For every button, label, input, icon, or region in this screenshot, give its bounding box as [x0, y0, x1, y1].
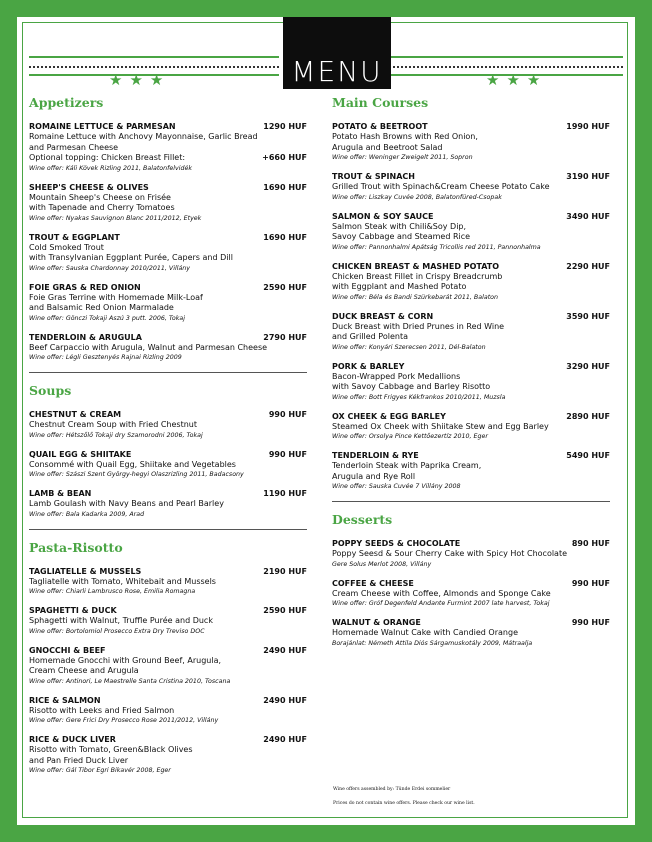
star-icons: ★★★ [486, 71, 548, 89]
item-header [332, 618, 610, 628]
menu-item [29, 735, 307, 776]
wine-offer: Wine offer: Hétszőlő Tokaji dry Szamorodni 2006, Tokaj [29, 431, 203, 439]
section-title: Appetizers [29, 95, 104, 110]
dish-name: TAGLIATELLE & MUSSELS [29, 566, 142, 576]
wine-offer: Wine offer: Gróf Degenfeld Andante Furmint 2007 late harvest, Tokaj [332, 600, 550, 607]
section-title: Main Courses [332, 95, 429, 110]
dish-name: TENDERLOIN & RYE [332, 451, 419, 460]
section-title: Soups [29, 383, 72, 398]
wine-offer: Wine offer: Konyári Szerecsen 2011, Dél-Balaton [332, 343, 486, 351]
dish-description: with Eggplant and Mashed Potato [332, 282, 467, 291]
dish-price: 1690 HUF [263, 232, 307, 242]
dish-name: RICE & DUCK LIVER [29, 735, 116, 744]
menu-item [332, 539, 610, 570]
item-header [332, 172, 610, 182]
dish-name: SALMON & SOY SAUCE [332, 211, 434, 221]
dish-price: 990 HUF [571, 578, 610, 588]
dish-name: RICE & SALMON [29, 695, 101, 705]
item-header [332, 412, 610, 422]
dish-description: Sphagetti with Walnut, Truffle Purée and Duck [29, 616, 213, 625]
dish-price: 2790 HUF [263, 332, 307, 342]
dish-description: and Balsamic Red Onion Marmalade [29, 303, 174, 312]
dish-name: PORK & BARLEY [332, 361, 405, 371]
menu-item [29, 122, 307, 174]
wine-offer: Wine offer: Sauska Chardonnay 2010/2011, Villány [29, 264, 191, 272]
item-header [332, 539, 610, 549]
header-ornament-left [29, 56, 279, 89]
dish-name: COFFEE & CHEESE [332, 578, 414, 588]
dish-price: 1190 HUF [263, 489, 307, 498]
dish-name: SHEEP'S CHEESE & OLIVES [29, 182, 149, 192]
dish-description: Savoy Cabbage and Steamed Rice [332, 232, 471, 241]
dish-description: Salmon Steak with Chili&Soy Dip, [332, 221, 467, 231]
wine-offer: Gere Solus Merlot 2008, Villány [332, 560, 432, 568]
wine-offer: Wine offer: Liszkay Cuvée 2008, Balatonfüred-Csopak [332, 193, 502, 201]
dish-description: Cold Smoked Trout [29, 242, 104, 252]
dish-description: Chestnut Cream Soup with Fried Chestnut [29, 420, 197, 429]
wine-offer: Wine offer: Orsolya Pince Kettőezertíz 2010, Eger [332, 433, 488, 440]
dish-description: Homemade Gnocchi with Ground Beef, Arugula, [29, 655, 222, 665]
menu-item [29, 696, 307, 727]
menu-item [332, 262, 610, 303]
dish-description: Steamed Ox Cheek with Shiitake Stew and Egg Barley [332, 421, 549, 431]
dish-name: FOIE GRAS & RED ONION [29, 282, 141, 292]
wine-offer: Wine offer: Légli Gesztenyés Rajnai Rizling 2009 [29, 354, 182, 361]
dish-price: 3290 HUF [566, 361, 610, 371]
section-title: Pasta-Risotto [29, 539, 123, 555]
wine-offer: Wine offer: Bala Kadarka 2009, Arad [29, 510, 145, 518]
menu-item [29, 283, 307, 324]
dish-name: WALNUT & ORANGE [332, 618, 421, 627]
dish-description: with Savoy Cabbage and Barley Risotto [332, 382, 491, 391]
item-header [332, 362, 610, 372]
dish-description: and Parmesan Cheese [29, 142, 119, 152]
menu-sheet [17, 17, 635, 825]
item-header [332, 212, 610, 222]
dish-description: Poppy Seesd & Sour Cherry Cake with Spicy Hot Chocolate [332, 549, 568, 558]
dish-name: DUCK BREAST & CORN [332, 311, 434, 321]
dish-name: TROUT & SPINACH [332, 172, 415, 181]
wine-offer: Wine offer: Chiarli Lambrusco Rose, Emilia Romagna [29, 588, 196, 595]
item-header [29, 646, 307, 656]
wine-offer: Borajánlat: Németh Attila Diós Sárgamuskotály 2009, Mátraalja [332, 639, 533, 647]
item-header [29, 450, 307, 460]
wine-offer: Wine offer: Bott Frigyes Kékfrankos 2010/2011, Muzsla [332, 393, 506, 401]
section-divider [332, 501, 610, 502]
footer-price-note: Prices do not contain wine offers. Please check our wine list. [333, 801, 475, 806]
dish-description: Foie Gras Terrine with Homemade Milk-Loaf [29, 292, 203, 302]
item-header [29, 183, 307, 193]
menu-item [29, 183, 307, 224]
header-ornament-right [373, 56, 623, 89]
wine-offer: Wine offer: Szászi Szent György-hegyi Olaszrizling 2011, Badacsony [29, 471, 244, 478]
dish-description: Mountain Sheep's Cheese on Frisée [29, 192, 171, 202]
menu-item [29, 567, 307, 598]
dish-price: 2190 HUF [263, 566, 307, 576]
dish-description: Cream Cheese and Arugula [29, 666, 139, 675]
dish-description: Tenderloin Steak with Paprika Cream, [332, 461, 482, 470]
item-header [332, 262, 610, 272]
menu-item [29, 646, 307, 687]
wine-offer: Wine offer: Bortolomiol Prosecco Extra Dry Treviso DOC [29, 627, 205, 635]
dish-price: 5490 HUF [566, 451, 610, 460]
item-header [29, 283, 307, 293]
menu-title: MENU [291, 55, 383, 88]
menu-item [29, 489, 307, 520]
dish-price: 2490 HUF [263, 735, 307, 744]
dish-name: GNOCCHI & BEEF [29, 645, 106, 655]
item-header [332, 122, 610, 132]
dish-description: Grilled Trout with Spinach&Cream Cheese Potato Cake [332, 182, 550, 191]
right-column [332, 95, 610, 658]
dish-description: Risotto with Tomato, Green&Black Olives [29, 745, 193, 754]
dish-price: 2890 HUF [566, 411, 610, 421]
dish-description: with Tapenade and Cherry Tomatoes [29, 203, 175, 212]
section-title: Desserts [332, 512, 393, 527]
dish-description: Romaine Lettuce with Anchovy Mayonnaise, Garlic Bread [29, 132, 258, 141]
footer-sommelier-note: Wine offers assembled by: Tünde Erdei sommelier [333, 787, 451, 792]
menu-item [332, 451, 610, 492]
dish-price: 3590 HUF [566, 311, 610, 321]
menu-title-tab [283, 17, 391, 89]
menu-item [332, 122, 610, 163]
topping-price: +660 HUF [262, 153, 307, 162]
menu-item [29, 233, 307, 274]
menu-item [29, 410, 307, 441]
dish-description: Duck Breast with Dried Prunes in Red Wine [332, 321, 505, 331]
item-header [29, 735, 307, 745]
menu-item [332, 412, 610, 443]
dish-description: Beef Carpaccio with Arugula, Walnut and Parmesan Cheese [29, 342, 268, 352]
dish-description: Chicken Breast Fillet in Crispy Breadcrumb [332, 271, 503, 281]
wine-offer: Wine offer: Nyakas Sauvignon Blanc 2011/2012, Etyek [29, 214, 202, 222]
dish-description: Consommé with Quail Egg, Shiitake and Vegetables [29, 459, 236, 469]
dish-description: Risotto with Leeks and Fried Salmon [29, 705, 175, 715]
section-divider [29, 372, 307, 373]
menu-item [332, 212, 610, 253]
dish-description: Tagliatelle with Tomato, Whitebait and Mussels [29, 576, 216, 586]
item-header [332, 451, 610, 461]
wine-offer: Wine offer: Béla és Bandi Szürkebarát 2011, Balaton [332, 293, 499, 301]
dish-description: Bacon-Wrapped Pork Medallions [332, 371, 461, 381]
dish-name: CHICKEN BREAST & MASHED POTATO [332, 261, 500, 271]
dish-name: TENDERLOIN & ARUGULA [29, 332, 142, 342]
menu-item [332, 312, 610, 353]
dish-price: 3490 HUF [566, 211, 610, 221]
dish-price: 2590 HUF [263, 282, 307, 292]
item-header [29, 489, 307, 499]
item-header [29, 122, 307, 132]
dish-price: 3190 HUF [566, 172, 610, 181]
item-header [29, 606, 307, 616]
dish-name: OX CHEEK & EGG BARLEY [332, 411, 446, 421]
dish-description: with Transylvanian Eggplant Purée, Capers and Dill [29, 253, 233, 262]
dish-name: TROUT & EGGPLANT [29, 232, 120, 242]
item-header [29, 333, 307, 343]
item-header [29, 233, 307, 243]
star-icons: ★★★ [109, 71, 171, 89]
wine-offer: Wine offer: Pannonhalmi Apátság Tricollis red 2011, Pannonhalma [332, 243, 541, 251]
menu-item [29, 450, 307, 481]
dish-price: 990 HUF [268, 449, 307, 459]
dish-name: POTATO & BEETROOT [332, 122, 428, 131]
dish-price: 1290 HUF [263, 122, 307, 131]
wine-offer: Wine offer: Sauska Cuvée 7 Villány 2008 [332, 483, 461, 490]
dish-price: 890 HUF [571, 539, 610, 548]
dish-name: SPAGHETTI & DUCK [29, 606, 117, 615]
dish-price: 990 HUF [268, 410, 307, 419]
menu-item [332, 618, 610, 649]
dish-price: 2590 HUF [263, 606, 307, 615]
left-column [29, 95, 307, 785]
dish-name: QUAIL EGG & SHIITAKE [29, 449, 132, 459]
topping-label: Optional topping: Chicken Breast Fillet: [29, 153, 186, 162]
item-header [29, 410, 307, 420]
item-header [29, 567, 307, 577]
dish-description: and Pan Fried Duck Liver [29, 755, 129, 765]
dish-price: 2290 HUF [566, 261, 610, 271]
dish-name: LAMB & BEAN [29, 489, 92, 498]
dish-price: 1990 HUF [566, 122, 610, 131]
dish-description: Cream Cheese with Coffee, Almonds and Sponge Cake [332, 588, 551, 598]
dish-description: and Grilled Polenta [332, 332, 408, 341]
dish-price: 990 HUF [571, 618, 610, 627]
menu-item [332, 362, 610, 403]
wine-offer: Wine offer: Gere Frici Dry Prosecco Rose 2011/2012, Villány [29, 717, 219, 724]
wine-offer: Wine offer: Weninger Zweigelt 2011, Sopron [332, 154, 473, 161]
item-header [332, 312, 610, 322]
dish-name: POPPY SEEDS & CHOCOLATE [332, 539, 461, 548]
dish-name: CHESTNUT & CREAM [29, 410, 122, 419]
wine-offer: Wine offer: Káli Kövek Rizling 2011, Balatonfelvidék [29, 164, 192, 172]
dish-description: Potato Hash Browns with Red Onion, [332, 132, 478, 141]
wine-offer: Wine offer: Gönczi Tokaji Aszú 3 putt. 2006, Tokaj [29, 314, 186, 322]
dish-description: Arugula and Rye Roll [332, 471, 416, 481]
dish-price: 2490 HUF [263, 645, 307, 655]
dish-price: 2490 HUF [263, 695, 307, 705]
item-header [29, 696, 307, 706]
dish-description: Homemade Walnut Cake with Candied Orange [332, 628, 518, 637]
wine-offer: Wine offer: Antinori, Le Maestrelle Santa Cristina 2010, Toscana [29, 677, 231, 685]
section-divider [29, 529, 307, 530]
wine-offer: Wine offer: Gál Tibor Egri Bikavér 2008, Eger [29, 767, 171, 774]
dish-description: Lamb Goulash with Navy Beans and Pearl Barley [29, 499, 224, 508]
menu-item [332, 172, 610, 203]
dish-price: 1690 HUF [263, 182, 307, 192]
menu-item [332, 579, 610, 610]
menu-item [29, 606, 307, 637]
dish-name: ROMAINE LETTUCE & PARMESAN [29, 122, 176, 131]
item-header [332, 579, 610, 589]
menu-item [29, 333, 307, 364]
optional-topping [29, 153, 307, 164]
dish-description: Arugula and Beetroot Salad [332, 142, 443, 152]
